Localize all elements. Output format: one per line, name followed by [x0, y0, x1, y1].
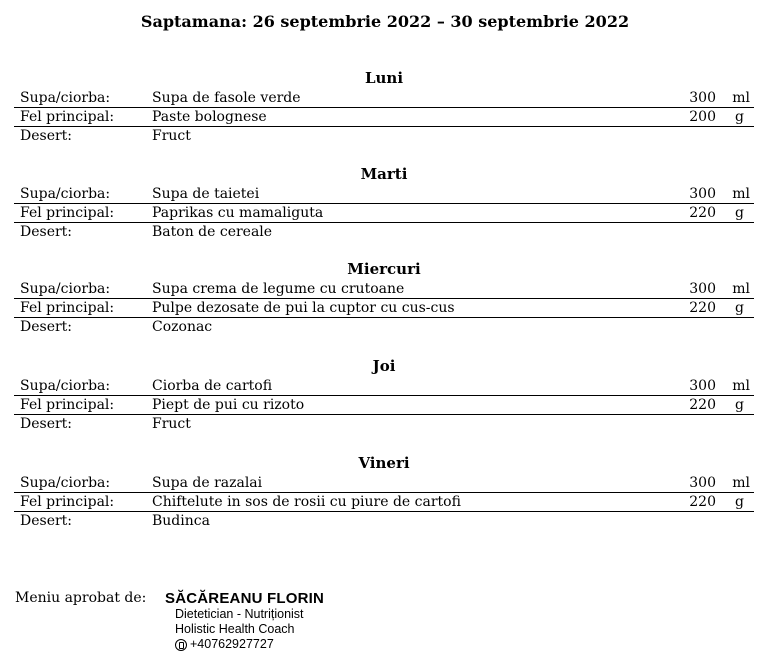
dish-name: Paste bolognese	[152, 109, 267, 125]
row-label: Desert:	[20, 319, 73, 335]
unit: ml	[732, 475, 750, 491]
unit: ml	[732, 378, 750, 394]
signer-phone	[175, 637, 324, 652]
quantity: 300	[689, 281, 716, 297]
unit: g	[735, 494, 744, 510]
quantity: 300	[689, 378, 716, 394]
soup-row	[14, 185, 754, 204]
signer-name: SĂCĂREANU FLORIN	[165, 590, 325, 607]
dessert-row	[14, 415, 754, 434]
quantity: 220	[689, 397, 716, 413]
soup-row	[14, 280, 754, 299]
unit: g	[735, 205, 744, 221]
dessert-row	[14, 127, 754, 146]
dessert-row	[14, 318, 754, 337]
row-label: Desert:	[20, 224, 73, 240]
row-label: Desert:	[20, 416, 73, 432]
dessert-row	[14, 223, 754, 242]
day-name: Joi	[372, 357, 396, 375]
main-row	[14, 396, 754, 415]
day-name: Vineri	[358, 454, 410, 472]
dish-name: Fruct	[152, 416, 191, 432]
row-label: Supa/ciorba:	[20, 378, 111, 394]
row-label: Fel principal:	[20, 494, 115, 510]
row-label: Supa/ciorba:	[20, 281, 111, 297]
day-name: Luni	[364, 69, 404, 87]
main-row	[14, 493, 754, 512]
unit: ml	[732, 90, 750, 106]
day-name: Miercuri	[347, 260, 421, 278]
main-row	[14, 108, 754, 127]
quantity: 300	[689, 475, 716, 491]
dish-name: Piept de pui cu rizoto	[152, 397, 305, 413]
dish-name: Chiftelute in sos de rosii cu piure de cartofi	[152, 494, 461, 510]
row-label: Desert:	[20, 128, 73, 144]
approved-by-label: Meniu aprobat de:	[15, 590, 147, 606]
dish-name: Pulpe dezosate de pui la cuptor cu cus-cus	[152, 300, 455, 316]
dish-name: Supa de razalai	[152, 475, 263, 491]
dish-name: Paprikas cu mamaliguta	[152, 205, 324, 221]
row-label: Fel principal:	[20, 109, 115, 125]
row-label: Fel principal:	[20, 300, 115, 316]
row-label: Supa/ciorba:	[20, 186, 111, 202]
main-row	[14, 299, 754, 318]
quantity: 300	[689, 90, 716, 106]
phone-number: +40762927727	[190, 637, 274, 651]
dish-name: Supa de taietei	[152, 186, 260, 202]
unit: ml	[732, 281, 750, 297]
day-name: Marti	[360, 165, 408, 183]
signer-role: Dietetician - Nutriționist	[175, 607, 304, 621]
unit: g	[735, 300, 744, 316]
signer-role-2: Holistic Health Coach	[175, 622, 295, 636]
quantity: 300	[689, 186, 716, 202]
dish-name: Supa de fasole verde	[152, 90, 301, 106]
page-title: Saptamana: 26 septembrie 2022 – 30 septembrie 2022	[140, 12, 630, 31]
quantity: 220	[689, 300, 716, 316]
dish-name: Budinca	[152, 513, 210, 529]
row-label: Fel principal:	[20, 397, 115, 413]
soup-row	[14, 474, 754, 493]
quantity: 220	[689, 205, 716, 221]
dish-name: Supa crema de legume cu crutoane	[152, 281, 405, 297]
soup-row	[14, 89, 754, 108]
dessert-row	[14, 512, 754, 531]
dish-name: Baton de cereale	[152, 224, 273, 240]
quantity: 220	[689, 494, 716, 510]
unit: g	[735, 397, 744, 413]
row-label: Fel principal:	[20, 205, 115, 221]
quantity: 200	[689, 109, 716, 125]
unit: g	[735, 109, 744, 125]
phone-icon	[175, 639, 187, 651]
row-label: Supa/ciorba:	[20, 90, 111, 106]
dish-name: Cozonac	[152, 319, 213, 335]
row-label: Desert:	[20, 513, 73, 529]
row-label: Supa/ciorba:	[20, 475, 111, 491]
dish-name: Ciorba de cartofi	[152, 378, 273, 394]
signature-block	[165, 590, 324, 652]
dish-name: Fruct	[152, 128, 191, 144]
unit: ml	[732, 186, 750, 202]
main-row	[14, 204, 754, 223]
soup-row	[14, 377, 754, 396]
